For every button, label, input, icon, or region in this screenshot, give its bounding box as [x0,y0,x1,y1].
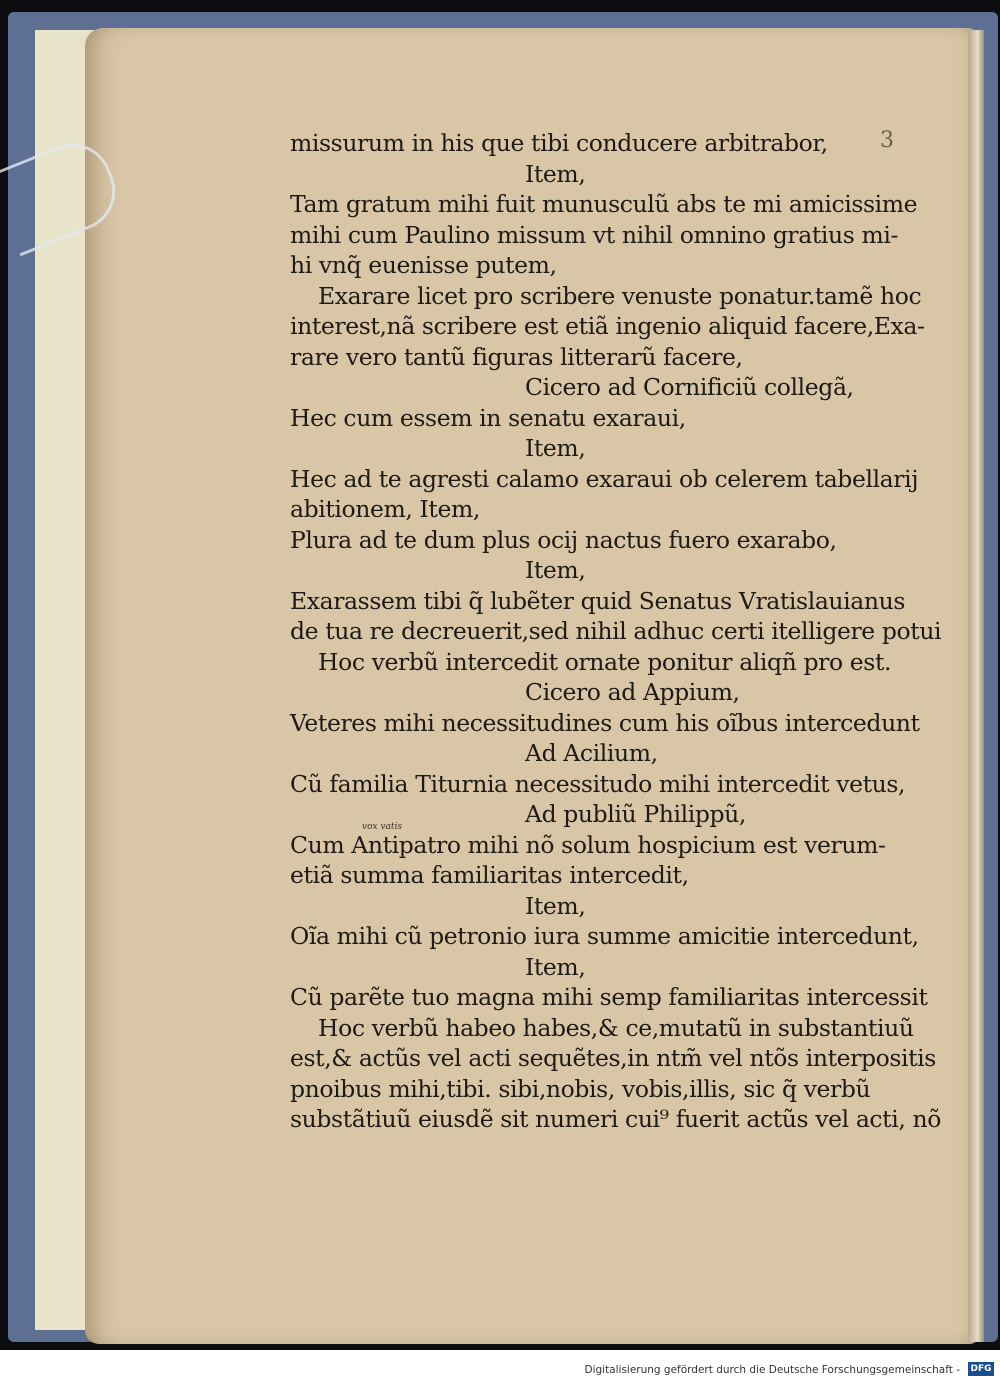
text-line: Cum Antipatro mihi nõ solum hospicium est verum- [290,830,886,859]
text-line: Cũ parẽte tuo magna mihi semp familiaritas intercessit [290,983,928,1011]
section-heading: Item, [525,159,586,188]
text-line: substãtiuũ eiusdẽ sit numeri cui⁹ fuerit actũs vel acti, nõ [290,1105,941,1133]
text-line: Cũ familia Titurnia necessitudo mihi intercedit vetus, [290,769,906,798]
text-line: Oĩa mihi cũ petronio iura summe amicitie intercedunt, [290,922,919,950]
text-line: de tua re decreuerit,sed nihil adhuc certi itelligere potui [290,617,942,645]
text-line: pnoibus mihi,tibi. sibi,nobis, vobis,illis, sic q̃ verbũ [290,1074,871,1103]
page-text [290,128,950,1135]
text-line: Hec cum essem in senatu exaraui, [290,403,686,432]
text-line: abitionem, Item, [290,495,480,523]
text-line: interest,nã scribere est etiã ingenio aliquid facere,Exa- [290,312,925,340]
text-line: rare vero tantũ figuras litterarũ facere, [290,342,743,371]
text-line: est,& actũs vel acti sequẽtes,in ntm̃ vel ntõs interpositis [290,1044,936,1072]
dfg-logo: DFG [968,1362,994,1376]
section-heading: Cicero ad Appium, [525,678,740,706]
section-heading: Item, [525,952,586,981]
text-line: Hoc verbũ habeo habes,& ce,mutatũ in substantiuũ [318,1013,914,1042]
section-heading: Ad publiũ Philippũ, [525,800,746,828]
page-edge [968,30,984,1342]
text-line: Hoc verbũ intercedit ornate ponitur aliqñ pro est. [318,647,892,676]
text-line: Plura ad te dum plus ocij nactus fuero exarabo, [290,525,837,554]
folio-number: 3 [880,128,894,153]
section-heading: Item, [525,556,586,584]
section-heading: Item, [525,891,586,920]
text-line: Tam gratum mihi fuit munusculũ abs te mi amicissime [290,190,918,218]
text-line: etiã summa familiaritas intercedit, [290,861,689,889]
text-line: Exarare licet pro scribere venuste ponatur.tamẽ hoc [318,281,922,310]
text-line: mihi cum Paulino missum vt nihil omnino gratius mi- [290,220,899,249]
section-heading: Cicero ad Cornificiũ collegã, [525,373,854,401]
text-line: Hec ad te agresti calamo exaraui ob celerem tabellarij [290,464,919,493]
text-line: Veteres mihi necessitudines cum his oĩbus intercedunt [290,708,920,737]
text-line: missurum in his que tibi conducere arbitrabor, [290,129,828,157]
marginal-gloss: vox vatis [362,822,403,832]
footer-credit: Digitalisierung gefördert durch die Deutsche Forschungsgemeinschaft - [584,1364,960,1376]
text-line: hi vnq̃ euenisse putem, [290,251,557,279]
text-line: Exarassem tibi q̃ lubẽter quid Senatus Vratislauianus [290,586,906,615]
section-heading: Ad Acilium, [525,739,658,767]
section-heading: Item, [525,434,586,462]
